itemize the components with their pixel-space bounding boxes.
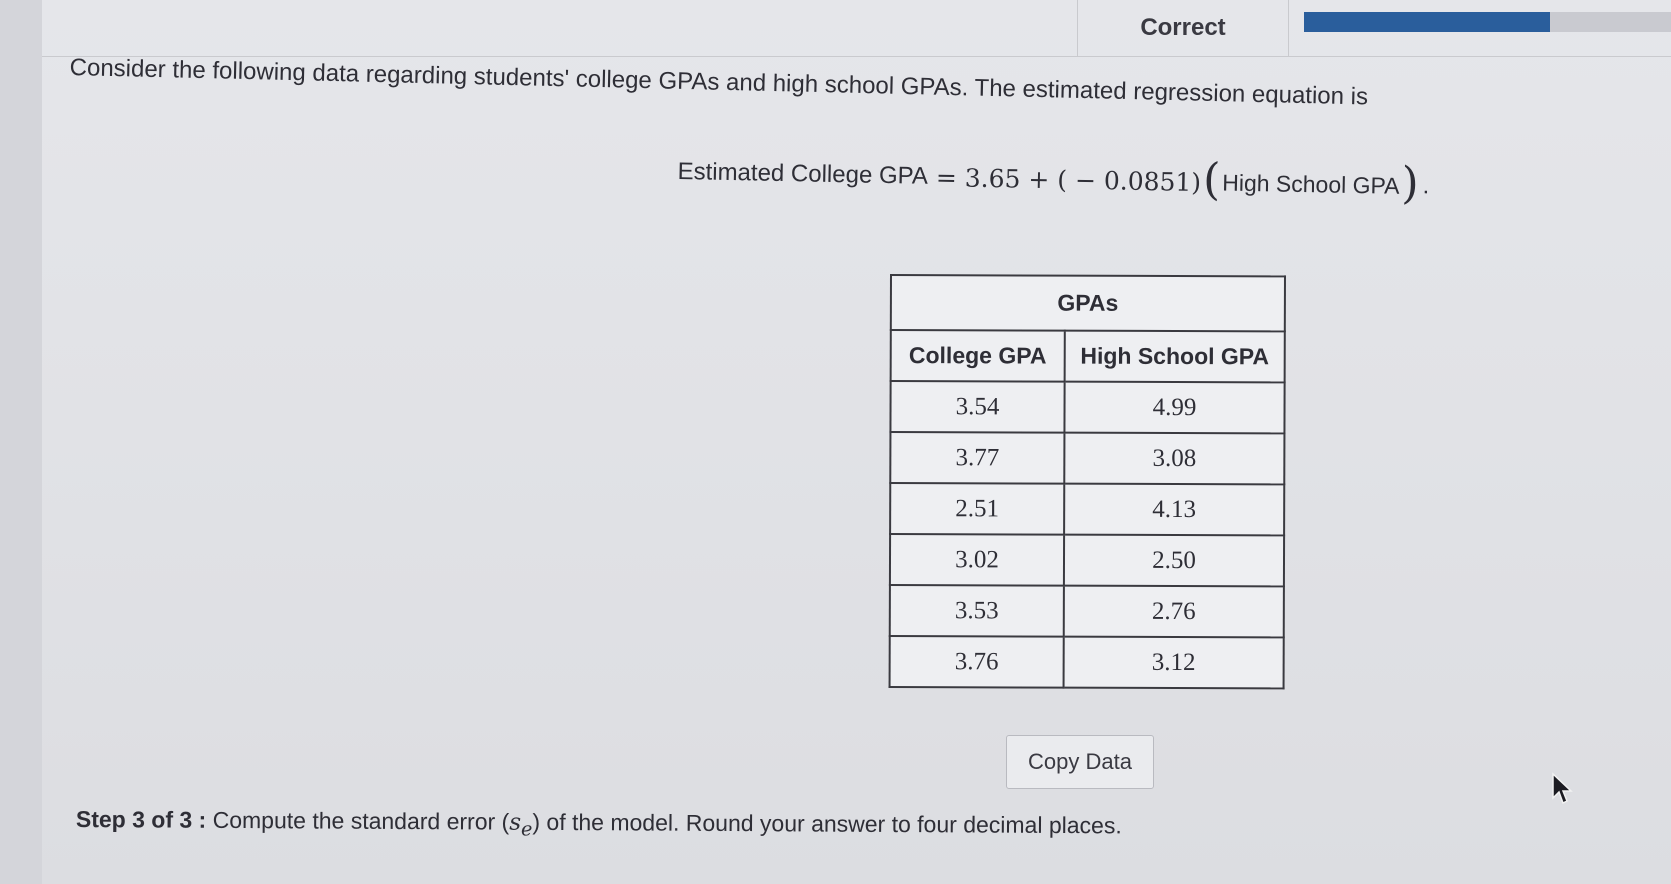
high-school-gpa-cell: 2.76 (1064, 586, 1284, 638)
top-bar (42, 0, 1671, 57)
step-label: Step 3 of 3 : (75, 806, 207, 833)
high-school-gpa-cell: 2.50 (1064, 535, 1284, 587)
standard-error-symbol (509, 809, 533, 841)
step-text-before: Compute the standard error ( (212, 806, 510, 835)
college-gpa-cell: 3.53 (890, 585, 1064, 637)
table-row (890, 636, 1284, 688)
college-gpa-cell: 3.54 (890, 381, 1064, 433)
step-instruction (76, 806, 1122, 844)
mouse-pointer-icon (1551, 772, 1573, 806)
progress-bar (1304, 12, 1671, 32)
symbol-s: s (509, 809, 522, 836)
gpa-table (889, 274, 1286, 689)
equation-lhs: Estimated College GPA (677, 157, 929, 190)
equation-period: . (1422, 172, 1430, 200)
high-school-gpa-cell: 3.08 (1064, 433, 1284, 485)
answer-status: Correct (1140, 14, 1226, 41)
college-gpa-cell: 3.77 (890, 432, 1064, 484)
equation-left-paren: ( (1202, 154, 1221, 206)
table-caption: GPAs (891, 275, 1285, 331)
gpa-table-container (889, 274, 1286, 689)
equation-rhs: 3.65 + ( − 0.0851) (964, 163, 1202, 197)
table-row (890, 534, 1284, 586)
table-row (890, 432, 1284, 484)
column-header-college-gpa: College GPA (891, 330, 1065, 382)
equation-equals: = (935, 162, 958, 192)
question-prompt: Consider the following data regarding students' college GPAs and high school GPAs. The estimated regression equation is (69, 54, 1369, 111)
table-row (890, 585, 1284, 637)
status-cell (1077, 0, 1289, 56)
symbol-subscript-e: e (520, 817, 533, 841)
progress-bar-fill (1304, 12, 1550, 32)
high-school-gpa-cell: 4.13 (1064, 484, 1284, 536)
question-page (42, 0, 1671, 884)
equation-inner: High School GPA (1222, 168, 1400, 199)
equation-right-paren: ) (1401, 157, 1420, 210)
college-gpa-cell: 2.51 (890, 483, 1064, 535)
left-gutter (0, 0, 43, 884)
high-school-gpa-cell: 3.12 (1064, 637, 1284, 689)
regression-equation (677, 150, 1430, 208)
step-text-after: ) of the model. Round your answer to four decimal places. (532, 808, 1122, 839)
table-row (890, 483, 1284, 535)
column-header-high-school-gpa: High School GPA (1065, 331, 1285, 383)
copy-data-button[interactable]: Copy Data (1006, 735, 1154, 789)
college-gpa-cell: 3.02 (890, 534, 1064, 586)
college-gpa-cell: 3.76 (890, 636, 1064, 688)
table-row (890, 381, 1284, 433)
high-school-gpa-cell: 4.99 (1064, 382, 1284, 434)
